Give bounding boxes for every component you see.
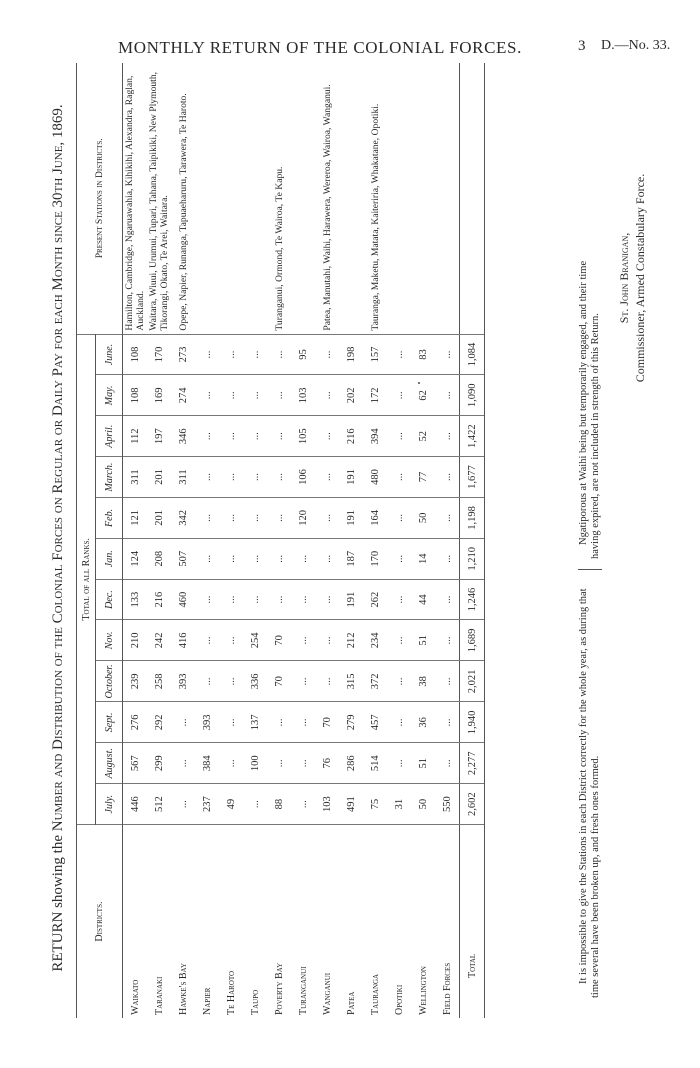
month-value: ...: [219, 538, 243, 579]
month-value: ...: [387, 620, 411, 661]
month-value: 108: [123, 375, 148, 416]
month-value: 157: [363, 334, 387, 375]
table-row: [123, 63, 148, 1018]
month-value: ...: [195, 661, 219, 702]
month-value: 50: [411, 498, 435, 539]
month-value: ...: [387, 579, 411, 620]
month-value: 567: [123, 743, 148, 784]
month-value: ...: [267, 702, 291, 743]
month-value: 77: [411, 457, 435, 498]
month-value: 201: [147, 457, 171, 498]
month-value: 384: [195, 743, 219, 784]
month-value: 216: [339, 416, 363, 457]
month-value: 108: [123, 334, 148, 375]
month-value: ...: [243, 375, 267, 416]
month-value: ...: [219, 620, 243, 661]
month-value: 197: [147, 416, 171, 457]
month-value: ...: [435, 375, 460, 416]
month-value: ...: [291, 743, 315, 784]
district-stations: Patea, Manutahi, Waihi, Harawera, Wereroa, Wairoa, Wanganui.: [315, 63, 339, 334]
total-value: 2,277: [460, 743, 485, 784]
district-stations: [219, 63, 243, 334]
month-header: Nov.: [96, 620, 123, 661]
month-header: Sept.: [96, 702, 123, 743]
return-table: [76, 63, 485, 1018]
month-value: ...: [315, 334, 339, 375]
district-stations: Hamilton, Cambridge, Ngaruawahia, Kihikihi, Alexandra, Raglan, Auckland.: [123, 63, 148, 334]
total-value: 2,602: [460, 784, 485, 825]
month-value: ...: [195, 538, 219, 579]
month-value: ...: [219, 416, 243, 457]
return-caption: [50, 58, 67, 1018]
districts-header: Districts.: [77, 825, 123, 1018]
month-value: 76: [315, 743, 339, 784]
month-value: 514: [363, 743, 387, 784]
month-value: ...: [291, 538, 315, 579]
month-value: ...: [435, 457, 460, 498]
table-row: [363, 63, 387, 1018]
month-value: 44: [411, 579, 435, 620]
month-value: ...: [267, 579, 291, 620]
month-value: ...: [387, 538, 411, 579]
month-value: 276: [123, 702, 148, 743]
month-value: ...: [435, 579, 460, 620]
table-row: [435, 63, 460, 1018]
month-value: ...: [315, 375, 339, 416]
district-name: Hawke's Bay: [177, 963, 189, 1015]
district-stations: [243, 63, 267, 334]
total-value: 2,021: [460, 661, 485, 702]
month-value: 512: [147, 784, 171, 825]
month-value: 187: [339, 538, 363, 579]
month-value: 52: [411, 416, 435, 457]
month-value: 254: [243, 620, 267, 661]
month-value: 75: [363, 784, 387, 825]
month-value: 38: [411, 661, 435, 702]
month-value: ...: [219, 702, 243, 743]
district-stations: [411, 63, 435, 334]
month-value: ...: [195, 498, 219, 539]
caption-lead: RETURN showing the: [50, 831, 66, 972]
month-value: ...: [387, 334, 411, 375]
month-value: ...: [291, 661, 315, 702]
month-value: ...: [267, 416, 291, 457]
month-header: Feb.: [96, 498, 123, 539]
district-name: Napier: [201, 987, 213, 1015]
month-value: 550: [435, 784, 460, 825]
month-value: ...: [435, 620, 460, 661]
month-value: ...: [387, 702, 411, 743]
district-stations: [195, 63, 219, 334]
month-value: 416: [171, 620, 195, 661]
month-value: 105: [291, 416, 315, 457]
district-name: Te Haroto: [225, 970, 237, 1015]
table-row: [315, 63, 339, 1018]
month-value: 480: [363, 457, 387, 498]
month-value: ...: [387, 743, 411, 784]
month-value: 103: [291, 375, 315, 416]
month-value: 88: [267, 784, 291, 825]
month-header: June.: [96, 334, 123, 375]
month-value: 507: [171, 538, 195, 579]
month-value: ...: [171, 743, 195, 784]
month-value: 121: [123, 498, 148, 539]
month-value: 170: [147, 334, 171, 375]
month-value: ...: [219, 661, 243, 702]
month-value: ...: [243, 579, 267, 620]
district-name: Taupo: [249, 989, 261, 1015]
month-value: ...: [243, 457, 267, 498]
month-value: 112: [123, 416, 148, 457]
month-value: ...: [291, 620, 315, 661]
district-name: Turanganui: [297, 966, 309, 1015]
month-value: 62: [411, 375, 435, 416]
month-value: 51: [411, 743, 435, 784]
month-value: 31: [387, 784, 411, 825]
month-value: ...: [315, 538, 339, 579]
month-value: 315: [339, 661, 363, 702]
month-value: 103: [315, 784, 339, 825]
month-header: July.: [96, 784, 123, 825]
month-header: March.: [96, 457, 123, 498]
month-value: 491: [339, 784, 363, 825]
month-value: ...: [387, 416, 411, 457]
month-value: 446: [123, 784, 148, 825]
month-value: ...: [387, 457, 411, 498]
total-value: 1,090: [460, 375, 485, 416]
month-value: ...: [195, 579, 219, 620]
district-stations: Waitara, Wiuui, Urumui, Tupari, Tahana, Taipikiki, New Plymouth, Tikorangi, Okato, Te Arei, Waitara.: [147, 63, 171, 334]
month-header: Dec.: [96, 579, 123, 620]
total-value: 1,246: [460, 579, 485, 620]
total-stations-empty: [460, 63, 485, 334]
month-value: ...: [219, 457, 243, 498]
month-value: 170: [363, 538, 387, 579]
month-value: ...: [315, 416, 339, 457]
month-value: ...: [435, 498, 460, 539]
month-value: ...: [219, 334, 243, 375]
month-value: ...: [243, 538, 267, 579]
total-value: 1,210: [460, 538, 485, 579]
month-header: October.: [96, 661, 123, 702]
table-row: [219, 63, 243, 1018]
stations-header: Present Stations in Districts.: [77, 63, 123, 334]
month-value: 164: [363, 498, 387, 539]
total-value: 1,940: [460, 702, 485, 743]
month-value: 36: [411, 702, 435, 743]
district-name: Wanganui: [321, 972, 333, 1015]
month-value: 49: [219, 784, 243, 825]
rotated-return: [50, 58, 670, 1018]
signatory-title: Commissioner, Armed Constabulary Force.: [633, 173, 647, 383]
month-value: 292: [147, 702, 171, 743]
total-value: 1,084: [460, 334, 485, 375]
district-name: Opotiki: [393, 984, 405, 1015]
month-value: 342: [171, 498, 195, 539]
footnote-left: It is impossible to give the Stations in each District correctly for the whole year, as during that time several have been broken up, and fresh ones formed.: [578, 569, 602, 998]
month-value: 279: [339, 702, 363, 743]
district-name: Tauranga: [369, 973, 381, 1015]
month-value: ...: [435, 334, 460, 375]
month-value: 120: [291, 498, 315, 539]
month-value: ...: [171, 702, 195, 743]
month-value: 70: [267, 620, 291, 661]
month-value: ...: [291, 579, 315, 620]
month-value: ...: [195, 375, 219, 416]
month-value: 274: [171, 375, 195, 416]
month-value: 133: [123, 579, 148, 620]
total-value: 1,198: [460, 498, 485, 539]
month-value: ...: [243, 498, 267, 539]
month-value: ...: [195, 620, 219, 661]
district-name: Poverty Bay: [273, 962, 285, 1015]
district-name: Field Forces: [441, 962, 453, 1015]
month-value: ...: [315, 579, 339, 620]
total-label: Total: [460, 825, 485, 1018]
month-value: ...: [267, 334, 291, 375]
month-value: ...: [315, 498, 339, 539]
month-value: ...: [267, 457, 291, 498]
district-stations: Turanganui, Ormond, Te Wairoa, Te Kapu.: [267, 63, 291, 334]
month-value: 286: [339, 743, 363, 784]
month-value: ...: [435, 538, 460, 579]
month-value: ...: [267, 498, 291, 539]
document-reference: D.—No. 33.: [601, 38, 671, 53]
district-name: Wellington: [417, 966, 429, 1015]
month-value: ...: [435, 416, 460, 457]
month-value: ...: [387, 498, 411, 539]
month-value: ...: [195, 457, 219, 498]
month-value: ...: [219, 375, 243, 416]
month-header: April.: [96, 416, 123, 457]
table-row: [411, 63, 435, 1018]
month-value: 51: [411, 620, 435, 661]
table-row: [147, 63, 171, 1018]
month-value: 172: [363, 375, 387, 416]
month-value: 262: [363, 579, 387, 620]
table-row: [267, 63, 291, 1018]
month-value: 372: [363, 661, 387, 702]
month-value: 457: [363, 702, 387, 743]
district-stations: Opepe, Napier, Runanga, Tapuaeharuru, Tarawera, Te Haroto.: [171, 63, 195, 334]
month-value: 336: [243, 661, 267, 702]
district-stations: Tauranga, Maketu, Matata, Kaiteriria, Whakatane, Opotiki.: [363, 63, 387, 334]
month-value: 124: [123, 538, 148, 579]
caption-smallcaps: Number and Distribution of the Colonial Forces on Regular or Daily Pay for each Month since 30th June, 1869.: [50, 104, 66, 832]
month-value: 50: [411, 784, 435, 825]
month-value: ...: [267, 743, 291, 784]
month-value: ...: [195, 334, 219, 375]
district-name: Waikato: [129, 979, 141, 1015]
month-value: 201: [147, 498, 171, 539]
table-row: [171, 63, 195, 1018]
signature-block: [616, 148, 648, 408]
table-body: [123, 63, 485, 1018]
page-title: MONTHLY RETURN OF THE COLONIAL FORCES.: [118, 38, 522, 57]
total-value: 1,422: [460, 416, 485, 457]
total-value: 1,677: [460, 457, 485, 498]
month-value: 273: [171, 334, 195, 375]
month-header: August.: [96, 743, 123, 784]
signatory-name: St. John Branigan,: [617, 232, 631, 324]
month-value: ...: [267, 375, 291, 416]
district-stations: [435, 63, 460, 334]
month-value: 258: [147, 661, 171, 702]
month-value: 393: [171, 661, 195, 702]
district-stations: [387, 63, 411, 334]
month-value: ...: [171, 784, 195, 825]
month-value: 346: [171, 416, 195, 457]
month-value: 242: [147, 620, 171, 661]
table-row: [339, 63, 363, 1018]
total-row: [460, 63, 485, 1018]
table-row: [195, 63, 219, 1018]
month-value: 137: [243, 702, 267, 743]
month-value: 100: [243, 743, 267, 784]
month-value: ...: [435, 702, 460, 743]
table-row: [387, 63, 411, 1018]
month-value: 216: [147, 579, 171, 620]
month-value: 239: [123, 661, 148, 702]
month-value: 70: [267, 661, 291, 702]
month-value: 311: [171, 457, 195, 498]
footnotes: [578, 238, 602, 998]
month-value: 191: [339, 498, 363, 539]
month-value: 14: [411, 538, 435, 579]
month-value: 106: [291, 457, 315, 498]
month-value: ...: [315, 661, 339, 702]
month-value: 299: [147, 743, 171, 784]
month-value: 311: [123, 457, 148, 498]
month-value: 70: [315, 702, 339, 743]
month-value: ...: [387, 661, 411, 702]
month-value: 202: [339, 375, 363, 416]
month-value: ...: [243, 416, 267, 457]
month-value: 191: [339, 457, 363, 498]
month-value: ...: [243, 334, 267, 375]
page-number: 3: [578, 38, 586, 54]
month-value: ...: [291, 702, 315, 743]
month-value: ...: [267, 538, 291, 579]
footnote-right: Ngatiporous at Waihi being but temporarily engaged, and their time having expired, are not included in strength of this Return.: [578, 260, 601, 559]
month-value: 83: [411, 334, 435, 375]
table-row: [291, 63, 315, 1018]
month-value: 169: [147, 375, 171, 416]
district-stations: [339, 63, 363, 334]
month-value: ...: [219, 743, 243, 784]
month-value: 212: [339, 620, 363, 661]
month-value: 208: [147, 538, 171, 579]
month-value: ...: [219, 498, 243, 539]
month-value: ...: [291, 784, 315, 825]
totals-header: Total of all Ranks.: [77, 334, 96, 824]
month-value: ...: [315, 457, 339, 498]
month-value: ...: [219, 579, 243, 620]
month-header: May.: [96, 375, 123, 416]
month-value: ...: [435, 661, 460, 702]
district-name: Patea: [345, 991, 357, 1015]
month-value: 394: [363, 416, 387, 457]
month-value: ...: [435, 743, 460, 784]
month-value: ...: [243, 784, 267, 825]
month-value: 198: [339, 334, 363, 375]
month-value: 234: [363, 620, 387, 661]
district-stations: [291, 63, 315, 334]
month-value: ...: [315, 620, 339, 661]
month-value: 95: [291, 334, 315, 375]
month-value: 210: [123, 620, 148, 661]
month-value: 460: [171, 579, 195, 620]
month-value: 237: [195, 784, 219, 825]
month-value: ...: [195, 416, 219, 457]
table-row: [243, 63, 267, 1018]
district-name: Taranaki: [153, 976, 165, 1015]
total-value: 1,689: [460, 620, 485, 661]
month-value: 393: [195, 702, 219, 743]
month-header: Jan.: [96, 538, 123, 579]
month-value: 191: [339, 579, 363, 620]
month-value: ...: [387, 375, 411, 416]
